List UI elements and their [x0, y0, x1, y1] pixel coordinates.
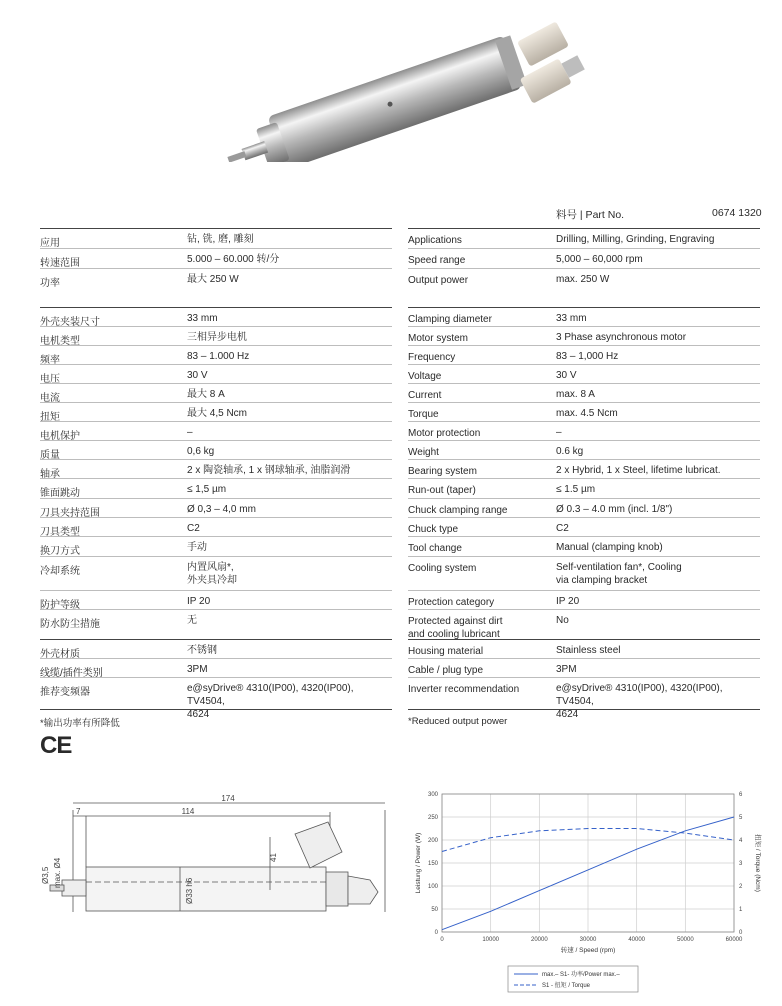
spec-en-row	[408, 590, 760, 608]
spec-en-row	[408, 326, 760, 344]
spec-en-value: Drilling, Milling, Grinding, Engraving	[556, 234, 715, 245]
spec-cn-value: 最大 250 W	[187, 274, 239, 285]
spec-en-label: Motor protection	[408, 428, 481, 439]
y2-tick-label: 5	[739, 815, 743, 821]
spec-cn-value: e@syDrive® 4310(IP00), 4320(IP00), TV4504, 4624	[187, 683, 354, 720]
spec-en-row	[408, 248, 760, 266]
legend-label: S1 - 扭矩 / Torque	[542, 983, 591, 989]
spec-cn-label: 电机类型	[40, 336, 80, 347]
spec-cn-label: 电压	[40, 374, 60, 385]
spec-en-row	[408, 402, 760, 420]
x-tick-label: 60000	[725, 937, 743, 943]
spec-cn-row	[40, 459, 392, 480]
spec-en-row	[408, 440, 760, 458]
spec-en-row	[408, 609, 760, 640]
footnote-chinese: *输出功率有所降低	[40, 718, 120, 729]
y-tick-label: 0	[434, 930, 438, 936]
spec-en-row	[408, 307, 760, 325]
spec-en-label: Chuck clamping range	[408, 505, 508, 516]
y-tick-label: 250	[427, 815, 438, 821]
spec-en-label: Cooling system	[408, 563, 477, 574]
spec-cn-value: 手动	[187, 542, 207, 553]
spec-cn-value: 33 mm	[187, 313, 218, 324]
spec-cn-row	[40, 268, 392, 289]
spec-en-label: Bearing system	[408, 466, 477, 477]
x-tick-label: 0	[440, 937, 444, 943]
spec-cn-value: 5.000 – 60.000 转/分	[187, 254, 280, 265]
spec-cn-label: 刀具类型	[40, 527, 80, 538]
spec-cn-row	[40, 639, 392, 660]
dim-total: 174	[221, 794, 235, 803]
spec-cn-label: 电机保护	[40, 431, 80, 442]
spec-cn-row	[40, 345, 392, 366]
dim-body: 114	[181, 807, 195, 816]
spec-en-value: 33 mm	[556, 313, 587, 324]
y2-tick-label: 2	[739, 884, 743, 890]
spec-cn-row	[40, 590, 392, 611]
spec-cn-value: –	[187, 427, 193, 438]
spec-cn-label: 换刀方式	[40, 546, 80, 557]
spec-en-label: Protected against dirt and cooling lubricant	[408, 616, 503, 640]
x-tick-label: 50000	[676, 937, 694, 943]
spec-cn-value: 无	[187, 615, 197, 626]
spec-table-english	[408, 228, 760, 720]
y2-tick-label: 6	[739, 792, 743, 798]
spec-en-label: Protection category	[408, 597, 495, 608]
spec-cn-label: 刀具夹持范围	[40, 508, 100, 519]
spec-cn-row	[40, 478, 392, 499]
x-tick-label: 40000	[628, 937, 646, 943]
dim-shaft: Ø3,5	[41, 866, 50, 884]
spec-en-label: Housing material	[408, 646, 484, 657]
spec-en-label: Cable / plug type	[408, 665, 484, 676]
spec-en-value: 2 x Hybrid, 1 x Steel, lifetime lubricat.	[556, 465, 721, 476]
spec-cn-value: Ø 0,3 – 4,0 mm	[187, 504, 256, 515]
spec-en-label: Chuck type	[408, 524, 459, 535]
spec-cn-row	[40, 536, 392, 557]
y2-tick-label: 0	[739, 930, 743, 936]
x-axis-label: 转速 / Speed (rpm)	[560, 947, 616, 954]
spec-cn-value: 内置风扇*, 外夹具冷却	[187, 562, 237, 586]
spec-cn-label: 功率	[40, 278, 60, 289]
spec-en-row	[408, 268, 760, 286]
dim-head: 41	[269, 853, 278, 862]
spec-cn-value: 2 x 陶瓷轴承, 1 x 钢球轴承, 油脂润滑	[187, 465, 351, 476]
spec-cn-row	[40, 609, 392, 630]
spec-cn-label: 应用	[40, 238, 60, 249]
spec-en-label: Weight	[408, 447, 439, 458]
spec-en-value: 3 Phase asynchronous motor	[556, 332, 687, 343]
y2-tick-label: 4	[739, 838, 743, 844]
spec-en-label: Clamping diameter	[408, 314, 492, 325]
spec-en-row	[408, 364, 760, 382]
spec-cn-label: 锥面跳动	[40, 488, 80, 499]
x-tick-label: 20000	[530, 937, 548, 943]
spec-cn-label: 线缆/插件类别	[40, 668, 103, 679]
spec-cn-row	[40, 658, 392, 679]
y2-axis-label: 扭矩 / Torque (Ncm)	[754, 834, 761, 892]
spec-en-value: max. 250 W	[556, 274, 610, 285]
spec-cn-label: 冷却系统	[40, 566, 80, 577]
spec-en-row	[408, 536, 760, 554]
spec-en-row	[408, 228, 760, 246]
spec-cn-value: 3PM	[187, 664, 208, 675]
spec-en-value: Manual (clamping knob)	[556, 542, 663, 553]
spec-en-value: 3PM	[556, 664, 577, 675]
spec-en-label: Run-out (taper)	[408, 485, 476, 496]
spec-en-label: Torque	[408, 409, 439, 420]
x-tick-label: 10000	[482, 937, 500, 943]
spec-cn-value: 不锈钢	[187, 645, 217, 656]
spec-cn-value: 三相异步电机	[187, 332, 247, 343]
spec-cn-label: 外壳夹装尺寸	[40, 317, 100, 328]
spec-en-value: Self-ventilation fan*, Cooling via clamping bracket	[556, 562, 682, 586]
spec-en-label: Current	[408, 390, 442, 401]
spec-cn-label: 防水防尘措施	[40, 619, 100, 630]
spec-en-value: 0.6 kg	[556, 446, 584, 457]
spec-cn-row	[40, 517, 392, 538]
spec-cn-row	[40, 383, 392, 404]
spec-cn-row	[40, 364, 392, 385]
spec-cn-label: 外壳材质	[40, 649, 80, 660]
spec-en-value: Stainless steel	[556, 645, 621, 656]
y-tick-label: 300	[427, 792, 438, 798]
spec-en-label: Voltage	[408, 371, 442, 382]
spec-en-label: Frequency	[408, 352, 456, 363]
spec-en-label: Inverter recommendation	[408, 684, 520, 695]
spec-en-label: Output power	[408, 275, 469, 286]
y-axis-label: Leistung / Power (W)	[415, 832, 422, 894]
spec-en-value: IP 20	[556, 596, 580, 607]
spec-en-row	[408, 345, 760, 363]
spec-en-label: Tool change	[408, 543, 462, 554]
spec-en-value: Ø 0.3 – 4.0 mm (incl. 1/8")	[556, 504, 673, 515]
y2-tick-label: 3	[739, 861, 743, 867]
spec-en-value: max. 8 A	[556, 389, 595, 400]
spec-en-row	[408, 677, 760, 720]
spec-en-value: ≤ 1.5 µm	[556, 484, 596, 495]
spec-en-label: Motor system	[408, 333, 469, 344]
spec-cn-row	[40, 556, 392, 586]
spec-cn-row	[40, 440, 392, 461]
y-tick-label: 100	[427, 884, 438, 890]
spec-cn-value: 最大 4,5 Ncm	[187, 408, 248, 419]
dimension-drawing	[40, 792, 402, 922]
dim-nose: 7	[76, 807, 81, 816]
y2-tick-label: 1	[739, 907, 743, 913]
x-tick-label: 30000	[579, 937, 597, 943]
spec-cn-label: 推荐变频器	[40, 687, 90, 698]
spec-cn-row	[40, 307, 392, 328]
spindle-product-image	[210, 12, 590, 162]
spec-cn-row	[40, 228, 392, 249]
spec-cn-value: ≤ 1,5 µm	[187, 484, 227, 495]
spec-en-row	[408, 459, 760, 477]
spec-cn-label: 转速范围	[40, 258, 80, 269]
y-tick-label: 150	[427, 861, 438, 867]
spec-en-value: 83 – 1,000 Hz	[556, 351, 619, 362]
spec-cn-label: 电流	[40, 393, 60, 404]
spec-cn-label: 频率	[40, 355, 60, 366]
spec-cn-value: 0,6 kg	[187, 446, 215, 457]
spec-en-row	[408, 639, 760, 657]
spec-en-value: 30 V	[556, 370, 577, 381]
spec-en-value: e@syDrive® 4310(IP00), 4320(IP00), TV4504, 4624	[556, 683, 723, 720]
spec-cn-value: 30 V	[187, 370, 208, 381]
spec-en-row	[408, 421, 760, 439]
spec-cn-row	[40, 402, 392, 423]
spec-cn-value: C2	[187, 523, 200, 534]
spec-cn-label: 防护等级	[40, 600, 80, 611]
y-tick-label: 200	[427, 838, 438, 844]
spec-cn-row	[40, 498, 392, 519]
spec-en-value: max. 4.5 Ncm	[556, 408, 618, 419]
spec-en-row	[408, 658, 760, 676]
ce-mark-logo: CE	[40, 732, 72, 759]
spec-cn-row	[40, 326, 392, 347]
spec-en-row	[408, 383, 760, 401]
dim-diameter: Ø33 h6	[185, 877, 194, 904]
spec-table-chinese	[40, 228, 392, 720]
spec-cn-value: IP 20	[187, 596, 211, 607]
dim-chuck: max. Ø4	[53, 857, 62, 888]
spec-en-row	[408, 517, 760, 535]
spec-en-row	[408, 478, 760, 496]
spec-cn-label: 轴承	[40, 469, 60, 480]
part-number-label: 料号 | Part No.	[556, 209, 625, 221]
spec-cn-label: 扭矩	[40, 412, 60, 423]
spec-cn-row	[40, 677, 392, 720]
spec-en-label: Speed range	[408, 255, 466, 266]
spec-cn-value: 钻, 铣, 磨, 雕刻	[187, 234, 254, 245]
spec-en-value: –	[556, 427, 562, 438]
spec-en-value: 5,000 – 60,000 rpm	[556, 254, 643, 265]
spec-cn-row	[40, 421, 392, 442]
spec-cn-row	[40, 248, 392, 269]
spec-cn-value: 最大 8 A	[187, 389, 225, 400]
spec-en-value: No	[556, 615, 569, 626]
spec-en-value: C2	[556, 523, 569, 534]
legend-label: max.– S1- 功率/Power max.–	[542, 972, 620, 978]
part-number-value: 0674 1320	[712, 207, 762, 219]
spec-en-label: Applications	[408, 235, 462, 246]
power-torque-chart	[408, 788, 770, 1000]
y-tick-label: 50	[431, 907, 438, 913]
spec-en-row	[408, 498, 760, 516]
spec-cn-value: 83 – 1.000 Hz	[187, 351, 250, 362]
spec-en-row	[408, 556, 760, 586]
footnote-english: *Reduced output power	[408, 716, 508, 727]
spec-cn-label: 质量	[40, 450, 60, 461]
